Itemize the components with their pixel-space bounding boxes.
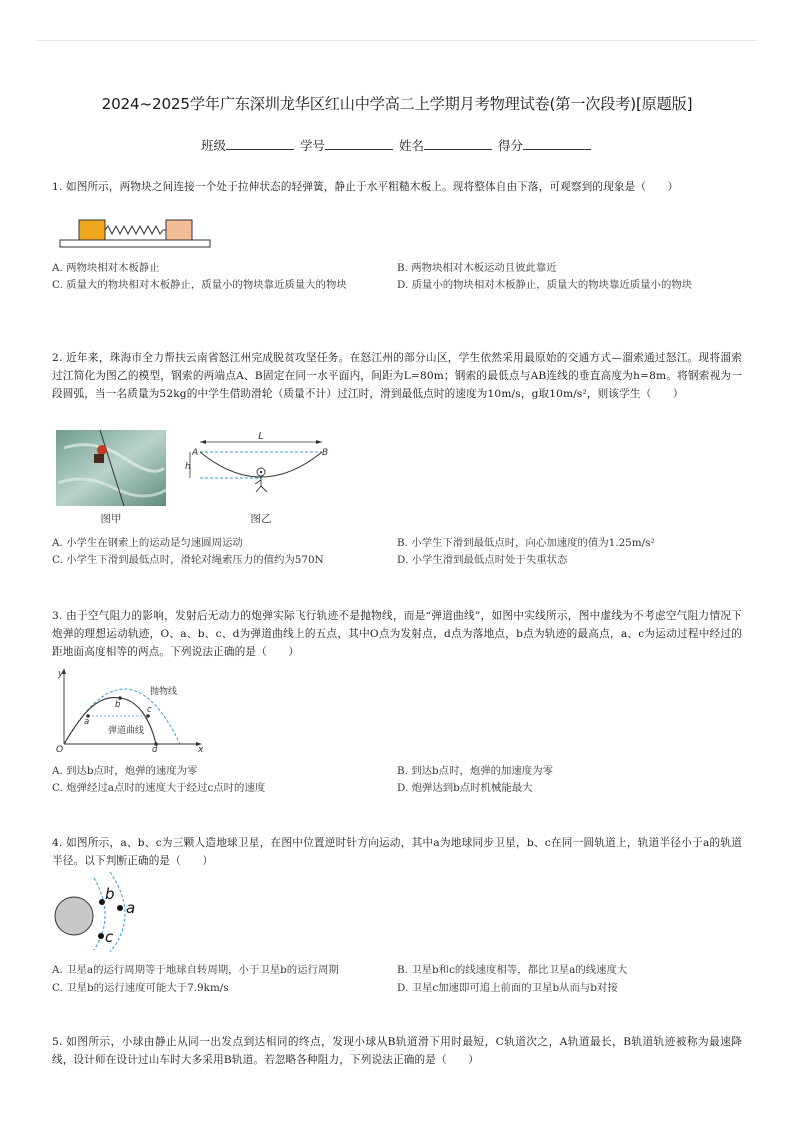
q2-model-figure (182, 428, 342, 524)
orbit-bc (94, 878, 105, 950)
q2-option-b[interactable]: B. 小学生下滑到最低点时，向心加速度的值为1.25m/s² (397, 537, 655, 549)
block-left (79, 220, 105, 240)
question-3 (52, 607, 742, 661)
student-id-blank[interactable] (325, 137, 393, 150)
question-number: 3. (52, 610, 63, 622)
q4-option-b[interactable]: B. 卫星b和c的线速度相等，都比卫星a的线速度大 (397, 964, 628, 976)
name-blank[interactable] (424, 137, 492, 150)
page-title: 2024~2025学年广东深圳龙华区红山中学高二上学期月考物理试卷(第一次段考)[原题版] (101, 95, 693, 113)
question-1-stem (52, 178, 742, 196)
origin-label: O (56, 745, 64, 754)
score-blank[interactable] (523, 137, 591, 150)
earth (55, 897, 93, 935)
class-label: 班级 (200, 138, 226, 153)
question-text: 近年来，珠海市全力帮扶云南省怒江州完成脱贫攻坚任务。在怒江州的部分山区，学生依然采用最原始的交通方式—溜索通过怒江。现将溜索过江简化为图乙的模型，钢索的两端点A、B固定在同一水平面内，间距为L=80m；钢索的最低点与AB连线的垂直高度为h=8m。将钢索视为一段圆弧，当一名质量为52kg的中学生借助滑轮（质量不计）过江时，滑到最低点时的速度为10m/s，g取10m/s²，则该学生（ ） (52, 352, 742, 400)
question-5-stem (52, 1033, 742, 1069)
q4-option-c[interactable]: C. 卫星b的运行速度可能大于7.9km/s (52, 982, 229, 994)
spring (105, 226, 166, 234)
q2-option-a[interactable]: A. 小学生在钢索上的运动是匀速圆周运动 (52, 537, 243, 549)
wooden-board (60, 240, 210, 247)
score-label: 得分 (497, 138, 523, 153)
ballistic-curve (64, 697, 156, 744)
q4-option-a[interactable]: A. 卫星a的运行周期等于地球自转周期，小于卫星b的运行周期 (52, 964, 339, 976)
label-a: a (126, 899, 136, 917)
question-text: 如图所示，两物块之间连接一个处于拉伸状态的轻弹簧，静止于水平粗糙木板上。现将整体自由下落，可观察到的现象是（ ） (65, 181, 679, 193)
label-c: c (105, 928, 114, 946)
q1-option-c[interactable]: C. 质量大的物块相对木板静止，质量小的物块靠近质量大的物块 (52, 279, 347, 291)
point-a-label: A (192, 448, 199, 458)
question-5 (52, 1033, 742, 1069)
fig-jia-label: 图甲 (100, 513, 122, 524)
q1-option-b[interactable]: B. 两物块相对木板运动且彼此靠近 (397, 262, 557, 274)
student-figure (97, 445, 107, 455)
question-text: 由于空气阻力的影响，发射后无动力的炮弹实际飞行轨迹不是抛物线，而是“弹道曲线”，如图中实线所示，图中虚线为不考虑空气阻力情况下炮弹的理想运动轨迹，O、a、b、c、d为弹道曲线上的五点，其中O点为发射点，d点为落地点，b点为轨迹的最高点，a、c为运动过程中经过的距地面高度相等的两点。下列说法正确的是（ ） (52, 610, 742, 658)
x-axis-label: x (198, 745, 204, 754)
question-2-stem (52, 349, 742, 403)
label-c: c (147, 705, 152, 715)
fig-yi-label: 图乙 (250, 513, 272, 524)
student-id-label: 学号 (299, 138, 325, 153)
q3-option-b[interactable]: B. 到达b点时，炮弹的加速度为零 (397, 765, 553, 777)
question-3-stem (52, 607, 742, 661)
q1-option-d[interactable]: D. 质量小的物块相对木板静止，质量大的物块靠近质量小的物块 (397, 279, 693, 291)
q3-option-c[interactable]: C. 炮弹经过a点时的速度大于经过c点时的速度 (52, 782, 266, 794)
q3-option-d[interactable]: D. 炮弹达到b点时机械能最大 (397, 782, 533, 794)
satellite-a (117, 905, 123, 911)
question-number: 4. (52, 837, 63, 849)
question-text: 如图所示，a、b、c为三颗人造地球卫星，在图中位置逆时针方向运动，其中a为地球同步卫星，b、c在同一圆轨道上，轨道半径小于a的轨道半径。以下判断正确的是（ ） (52, 837, 742, 867)
label-b: b (115, 700, 121, 710)
q3-option-a[interactable]: A. 到达b点时，炮弹的速度为零 (52, 765, 198, 777)
question-text: 如图所示，小球由静止从同一出发点到达相同的终点，发现小球从B轨道滑下用时最短，C轨道次之，A轨道最长，B轨道轨迹被称为最速降线，设计师在设计过山车时大多采用B轨道。若忽略各种阻力，下列说法正确的是（ ） (52, 1036, 742, 1066)
parabola-label: 抛物线 (150, 687, 178, 697)
q2-option-d[interactable]: D. 小学生滑到最低点时处于失重状态 (397, 554, 568, 566)
label-a: a (84, 717, 90, 727)
question-number: 1. (52, 181, 63, 193)
length-label: L (258, 431, 264, 442)
satellite-c (98, 933, 104, 939)
label-b: b (105, 885, 115, 903)
top-divider (36, 40, 758, 41)
question-1 (52, 178, 742, 196)
question-2 (52, 349, 742, 403)
name-label: 姓名 (398, 138, 424, 153)
student-info-line (0, 136, 794, 154)
question-number: 5. (52, 1036, 63, 1048)
q2-photo-figure (54, 428, 168, 524)
question-number: 2. (52, 352, 63, 364)
q1-option-a[interactable]: A. 两物块相对木板静止 (52, 262, 160, 274)
block-right (166, 220, 192, 240)
q4-satellite-figure (50, 870, 160, 952)
cable-arc (200, 452, 322, 477)
q3-trajectory-figure (52, 664, 212, 754)
label-d: d (152, 745, 158, 754)
height-label: h (185, 462, 191, 472)
y-axis-label: y (58, 669, 64, 679)
point-b-label: B (322, 448, 329, 458)
class-blank[interactable] (226, 137, 294, 150)
q1-figure (58, 218, 214, 250)
question-4 (52, 834, 742, 870)
ballistic-label: 弹道曲线 (108, 726, 145, 736)
q4-option-d[interactable]: D. 卫星c加速即可追上前面的卫星b从而与b对接 (397, 982, 618, 994)
question-4-stem (52, 834, 742, 870)
q2-option-c[interactable]: C. 小学生下滑到最低点时，滑轮对绳索压力的值约为570N (52, 554, 324, 566)
